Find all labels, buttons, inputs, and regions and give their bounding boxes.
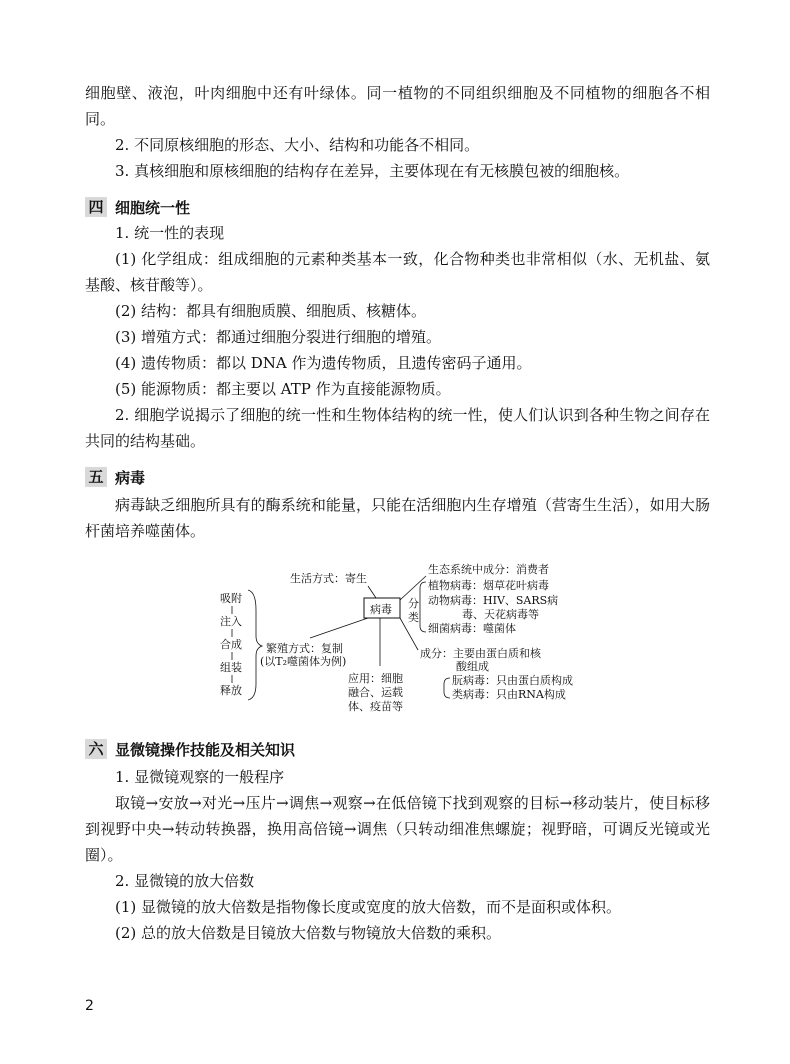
- page-number: 2: [85, 998, 94, 1014]
- paragraph: (2) 结构：都具有细胞质膜、细胞质、核糖体。: [115, 302, 427, 320]
- composition-1: 成分：主要由蛋白质和核: [420, 647, 541, 660]
- paragraph: 2. 显微镜的放大倍数: [115, 872, 255, 890]
- step-assemble: 组装: [220, 661, 242, 674]
- section-number: 六: [85, 739, 107, 759]
- paragraph: 病毒缺乏细胞所具有的酶系统和能量，只能在活细胞内生存增殖（营寄生生活），如用大肠杆菌培养噬菌体。: [85, 496, 710, 540]
- paragraph: (1) 显微镜的放大倍数是指物像长度或宽度的放大倍数，而不是面积或体积。: [115, 898, 622, 916]
- application-3: 体、疫苗等: [348, 700, 403, 713]
- center-label: 病毒: [370, 603, 392, 616]
- paragraph: 取镜→安放→对光→压片→调焦→观察→在低倍镜下找到观察的目标→移动装片，使目标移到视野中央→转动转换器，换用高倍镜→调焦（只转动细准焦螺旋；视野暗，可调反光镜或光圈）。: [85, 794, 710, 864]
- section-number: 四: [85, 197, 107, 217]
- reproduction-2: (以T₂噬菌体为例): [260, 655, 347, 668]
- paragraph: 1. 显微镜观察的一般程序: [115, 768, 285, 786]
- reproduction-1: 繁殖方式：复制: [266, 642, 343, 655]
- paragraph: (4) 遗传物质：都以 DNA 作为遗传物质，且遗传密码子通用。: [115, 354, 532, 372]
- animal-virus-2: 毒、天花病毒等: [462, 608, 539, 621]
- step-inject: 注入: [220, 615, 242, 628]
- step-synthesis: 合成: [220, 638, 242, 651]
- section-title: 病毒: [115, 468, 146, 487]
- animal-virus-1: 动物病毒：HIV、SARS病: [428, 594, 559, 607]
- application-2: 融合、运载: [348, 686, 403, 699]
- plant-virus: 植物病毒：烟草花叶病毒: [428, 579, 549, 592]
- paragraph: 1. 统一性的表现: [115, 224, 225, 242]
- section-heading: [85, 196, 190, 218]
- composition-2: 酸组成: [456, 660, 489, 673]
- section-title: 细胞统一性: [115, 198, 191, 217]
- section-title: 显微镜操作技能及相关知识: [115, 740, 296, 759]
- virus-diagram: [200, 560, 600, 720]
- paragraph: (2) 总的放大倍数是目镜放大倍数与物镜放大倍数的乘积。: [115, 924, 502, 942]
- paragraph: (3) 增殖方式：都通过细胞分裂进行细胞的增殖。: [115, 328, 442, 346]
- bacteria-virus: 细菌病毒：噬菌体: [428, 622, 516, 635]
- paragraph: 细胞壁、液泡，叶肉细胞中还有叶绿体。同一植物的不同组织细胞及不同植物的细胞各不相同。: [85, 84, 710, 128]
- classify-1: 分: [408, 597, 419, 610]
- paragraph: (1) 化学组成：组成细胞的元素种类基本一致，化合物种类也非常相似（水、无机盐、氨基酸、核苷酸等）。: [85, 250, 710, 294]
- application-1: 应用：细胞: [348, 672, 403, 685]
- eco-role: 生态系统中成分：消费者: [428, 563, 549, 576]
- step-release: 释放: [220, 684, 242, 697]
- life-style: 生活方式：寄生: [290, 572, 367, 585]
- classify-2: 类: [408, 611, 419, 624]
- paragraph: 2. 不同原核细胞的形态、大小、结构和功能各不相同。: [115, 136, 480, 154]
- section-heading: [85, 466, 145, 488]
- section-heading: [85, 738, 295, 760]
- paragraph: 2. 细胞学说揭示了细胞的统一性和生物体结构的统一性，使人们认识到各种生物之间存在共同的结构基础。: [85, 406, 710, 450]
- step-adsorb: 吸附: [220, 592, 242, 605]
- paragraph: (5) 能源物质：都主要以 ATP 作为直接能源物质。: [115, 380, 451, 398]
- viroid: 类病毒：只由RNA构成: [452, 688, 566, 701]
- paragraph: 3. 真核细胞和原核细胞的结构存在差异，主要体现在有无核膜包被的细胞核。: [115, 162, 630, 180]
- section-number: 五: [85, 467, 107, 487]
- prion: 朊病毒：只由蛋白质构成: [452, 674, 573, 687]
